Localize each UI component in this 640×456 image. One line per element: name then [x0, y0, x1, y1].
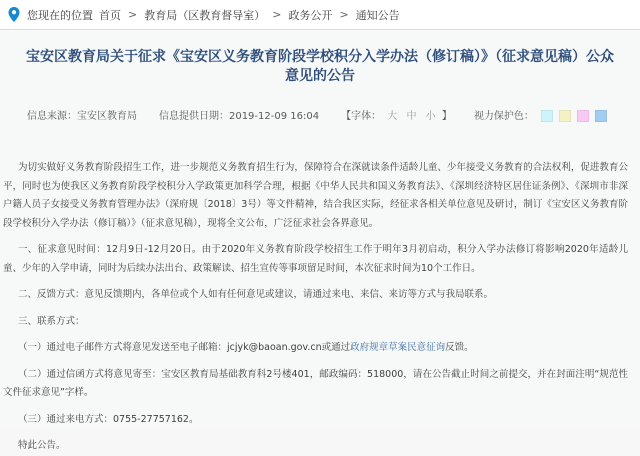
- breadcrumb: [0, 0, 640, 30]
- consultation-link[interactable]: 政府规章草案民意征询: [350, 342, 446, 353]
- breadcrumb-separator: >: [272, 8, 282, 21]
- breadcrumb-notices[interactable]: 通知公告: [355, 8, 400, 22]
- paragraph-contact-heading: 三、联系方式：: [18, 315, 85, 327]
- font-size-label-open: 【字体：: [341, 111, 382, 122]
- font-size-label-close: 】: [441, 111, 452, 122]
- page-title: 宝安区教育局关于征求《宝安区义务教育阶段学校积分入学办法（修订稿）》（征求意见稿）公众意见的公告: [26, 49, 614, 84]
- paragraph-email: [3, 339, 628, 358]
- eye-protection-label: 视力保护色：: [473, 111, 534, 122]
- eye-protection-control: [474, 107, 613, 122]
- font-size-control: [341, 107, 452, 122]
- breadcrumb-separator: >: [128, 8, 138, 21]
- article-body: [0, 159, 640, 456]
- info-source: 信息来源：宝安区教育局: [26, 111, 137, 122]
- paragraph-phone: （三）通过来电方式：0755-27757162。: [18, 413, 199, 425]
- paragraph-time-period: 一、征求意见时间：12月9日-12月20日。由于2020年义务教育阶段学校招生工作于明年3月初启动，积分入学办法修订将影响2020年适龄儿童、少年的入学申请，同时为后续办法出台、政策解读、招生宣传等事项留足时间，本次征求时间为10个工作日。: [3, 244, 628, 274]
- location-pin-icon: [8, 7, 20, 22]
- paragraph-feedback-method: 二、反馈方式：意见反馈期内，各单位或个人如有任何意见或建议，请通过来电、来信、来访等方式与我局联系。: [18, 289, 494, 300]
- eye-color-cyan-swatch[interactable]: [541, 110, 553, 122]
- breadcrumb-separator: >: [339, 8, 349, 21]
- eye-color-blue-swatch[interactable]: [595, 110, 607, 122]
- breadcrumb-bureau[interactable]: 教育局（区教育督导室）: [144, 8, 266, 22]
- breadcrumb-gov-affairs[interactable]: 政务公开: [288, 8, 333, 22]
- paragraph-intro: 为切实做好义务教育阶段招生工作，进一步规范义务教育招生行为，保障符合在深就读条件适龄儿童、少年接受义务教育的合法权利，促进教育公平，同时也为使我区义务教育阶段学校积分入学政策更加科学合理，根据《中华人民共和国义务教育法》、《深圳经济特区居住证条例》、《深圳市非深户籍人员子女接受义务教育管理办法》（深府规〔2018〕3号）等文件精神，结合我区实际，经征求各相关单位意见及研讨，制订《宝安区义务教育阶段学校积分入学办法（修订稿）》（征求意见稿），现将全文公布，广泛征求社会各界意见。: [3, 162, 628, 229]
- font-size-medium-button[interactable]: 中: [406, 111, 417, 122]
- info-date: 信息提供日期：2019-12-09 16:04: [158, 111, 320, 122]
- article-content: [0, 30, 640, 451]
- email-text-suffix: 反馈。: [445, 342, 474, 353]
- breadcrumb-home[interactable]: 首页: [99, 8, 121, 22]
- email-text: （一）通过电子邮件方式将意见发送至电子邮箱：jcjyk@baoan.gov.cn或通过: [18, 342, 351, 353]
- eye-color-yellow-swatch[interactable]: [559, 110, 571, 122]
- paragraph-closing: 特此公告。: [18, 440, 66, 451]
- font-size-large-button[interactable]: 大: [387, 111, 398, 122]
- paragraph-mail: （二）通过信函方式将意见寄至：宝安区教育局基础教育科2号楼401，邮政编码：518000，请在公告截止时间之前提交，并在封面注明“规范性文件征求意见”字样。: [3, 368, 628, 398]
- breadcrumb-location-label: 您现在的位置: [27, 8, 93, 22]
- font-size-small-button[interactable]: 小: [425, 111, 436, 122]
- eye-protection-swatches: [541, 110, 613, 122]
- eye-color-pink-swatch[interactable]: [577, 110, 589, 122]
- article-meta-bar: [0, 107, 640, 122]
